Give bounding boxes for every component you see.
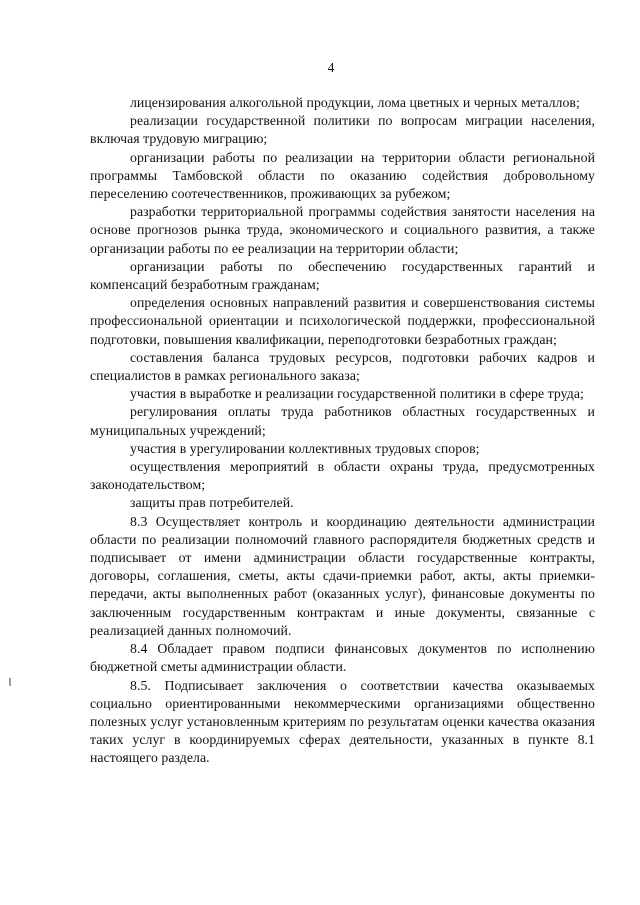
paragraph-licensing: лицензирования алкогольной продукции, лома цветных и черных металлов; bbox=[130, 95, 580, 110]
paragraph-labor-policy: участия в выработке и реализации государственной политики в сфере труда; bbox=[130, 386, 584, 402]
paragraph-migration-policy: реализации государственной политики по вопросам миграции населения, включая трудовую миграцию; bbox=[90, 113, 595, 147]
paragraph-professional-orientation: определения основных направлений развития и совершенствования системы профессиональной ориентации и психологической поддержки, профессиональной подготовки, повышения квалификации, переподготовки безработных граждан; bbox=[90, 295, 595, 347]
paragraph-wage-regulation: регулирования оплаты труда работников областных государственных и муниципальных учреждений; bbox=[90, 404, 595, 438]
paragraph-section-8-5: 8.5. Подписывает заключения о соответствии качества оказываемых социально ориентированными некоммерческими организациями общественно полезных услуг установленным критериям по результатам оценки качества оказания таких услуг в координируемых сферах деятельности, указанных в пункте 8.1 настоящего раздела. bbox=[90, 677, 595, 766]
paragraph-labor-disputes: участия в урегулировании коллективных трудовых споров; bbox=[130, 440, 480, 456]
paragraph-unemployed-guarantees: организации работы по обеспечению государственных гарантий и компенсаций безработным гражданам; bbox=[90, 258, 595, 293]
document-body bbox=[90, 94, 595, 768]
paragraph-labor-balance: составления баланса трудовых ресурсов, подготовки рабочих кадров и специалистов в рамках регионального заказа; bbox=[90, 349, 595, 384]
page-number: 4 bbox=[327, 60, 335, 75]
paragraph-labor-safety: осуществления мероприятий в области охраны труда, предусмотренных законодательством; bbox=[90, 459, 595, 493]
paragraph-resettlement-program: организации работы по реализации на территории области региональной программы Тамбовской области по оказанию содействия добровольному переселению соотечественников, проживающих за рубежом; bbox=[90, 149, 595, 202]
scan-margin-mark bbox=[9, 678, 11, 686]
paragraph-section-8-3: 8.3 Осуществляет контроль и координацию деятельности администрации области по реализации полномочий главного распорядителя бюджетных средств и подписывает от имени администрации области государственные контракты, договоры, соглашения, сметы, акты сдачи-приемки работ, акты, акты приемки-передачи, акты выполненных работ (оказанных услуг), финансовые документы по заключенным государственным контрактам и иные документы, связанные с реализацией данных полномочий. bbox=[90, 513, 595, 638]
paragraph-employment-program: разработки территориальной программы содействия занятости населения на основе прогнозов рынка труда, экономического и социального развития, а также организации работы по ее реализации на территории области; bbox=[90, 204, 595, 256]
paragraph-consumer-rights: защиты прав потребителей. bbox=[130, 495, 294, 511]
paragraph-section-8-4: 8.4 Обладает правом подписи финансовых документов по исполнению бюджетной сметы администрации области. bbox=[90, 641, 595, 675]
